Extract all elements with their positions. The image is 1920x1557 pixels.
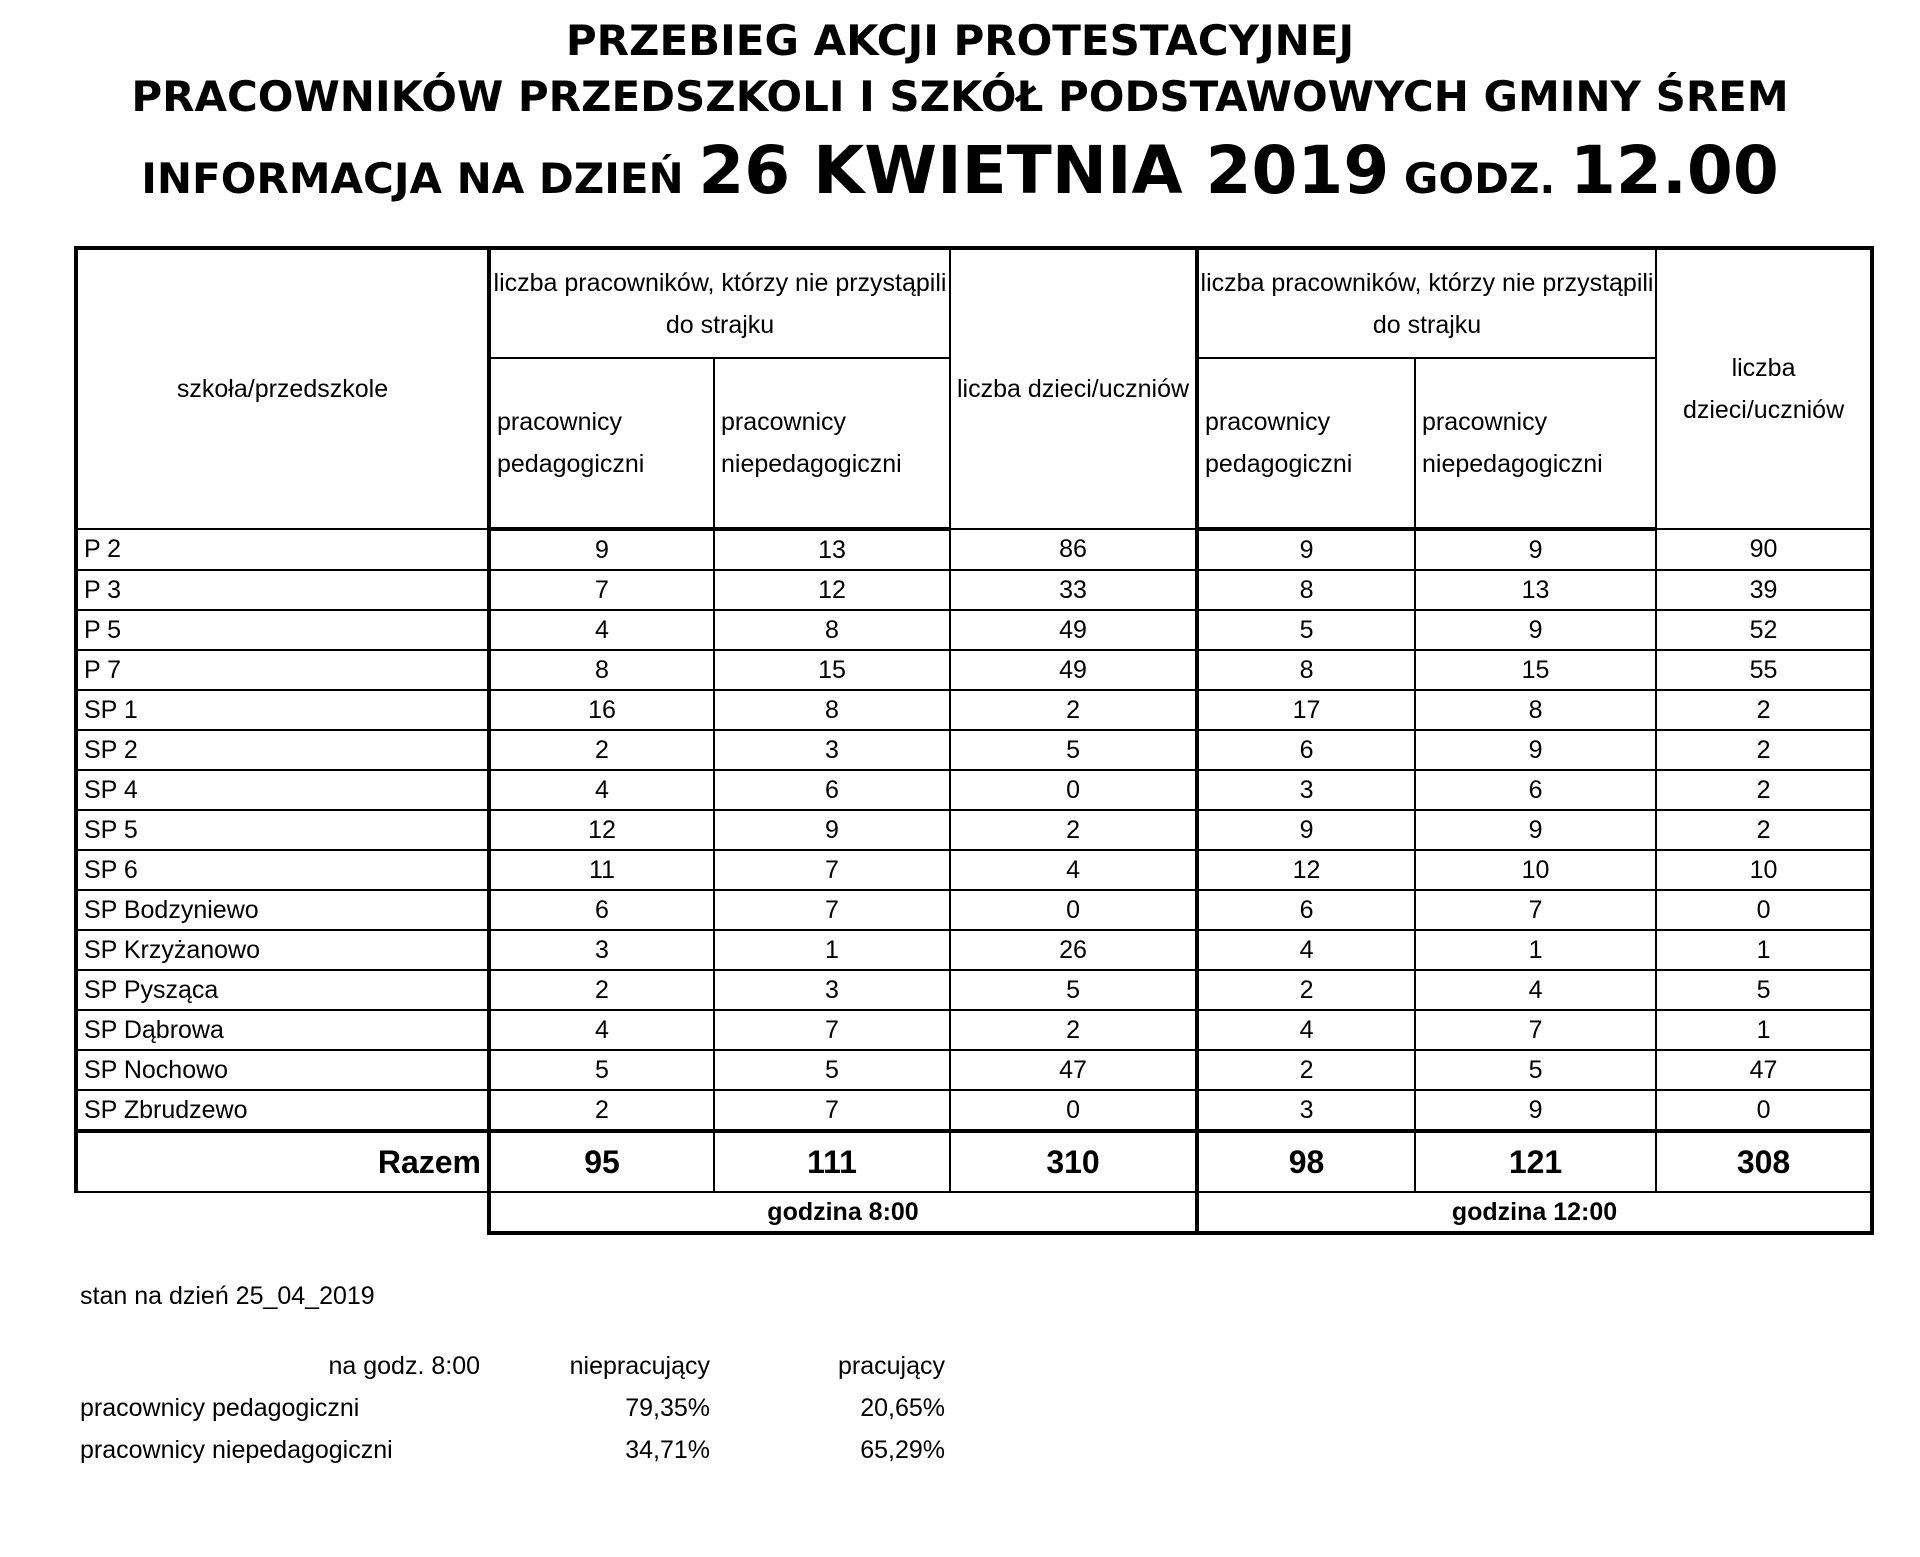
cell-children-12: 5 <box>1656 970 1872 1010</box>
table-row <box>76 850 1872 890</box>
cell-children-12: 2 <box>1656 770 1872 810</box>
cell-nonped-8: 12 <box>714 570 950 610</box>
cell-ped-12: 6 <box>1197 730 1415 770</box>
cell-nonped-12: 7 <box>1415 1010 1656 1050</box>
cell-nonped-12: 9 <box>1415 730 1656 770</box>
table-row <box>76 610 1872 650</box>
total-ped-12: 98 <box>1197 1131 1415 1192</box>
cell-ped-8: 2 <box>489 970 714 1010</box>
cell-children-8: 49 <box>950 610 1197 650</box>
cell-ped-12: 2 <box>1197 970 1415 1010</box>
cell-children-12: 39 <box>1656 570 1872 610</box>
cell-nonped-8: 7 <box>714 850 950 890</box>
total-label: Razem <box>76 1131 489 1192</box>
cell-school-name: SP Pysząca <box>76 970 489 1010</box>
cell-nonped-12: 9 <box>1415 1090 1656 1131</box>
cell-ped-8: 11 <box>489 850 714 890</box>
cell-ped-8: 7 <box>489 570 714 610</box>
table-row <box>76 770 1872 810</box>
cell-children-12: 10 <box>1656 850 1872 890</box>
cell-nonped-12: 15 <box>1415 650 1656 690</box>
cell-nonped-12: 7 <box>1415 890 1656 930</box>
table-row <box>76 730 1872 770</box>
cell-ped-12: 6 <box>1197 890 1415 930</box>
cell-children-12: 1 <box>1656 1010 1872 1050</box>
table-row <box>76 690 1872 730</box>
cell-children-12: 90 <box>1656 529 1872 570</box>
cell-nonped-8: 7 <box>714 1010 950 1050</box>
cell-children-8: 33 <box>950 570 1197 610</box>
cell-ped-8: 5 <box>489 1050 714 1090</box>
table-row <box>76 1050 1872 1090</box>
total-row <box>76 1131 1872 1192</box>
cell-school-name: SP 4 <box>76 770 489 810</box>
cell-ped-12: 5 <box>1197 610 1415 650</box>
title-date: 26 KWIETNIA 2019 <box>698 132 1390 209</box>
cell-nonped-12: 5 <box>1415 1050 1656 1090</box>
cell-ped-8: 2 <box>489 730 714 770</box>
cell-school-name: SP 1 <box>76 690 489 730</box>
cell-ped-12: 8 <box>1197 570 1415 610</box>
cell-nonped-8: 13 <box>714 529 950 570</box>
header-group-12: liczba pracowników, którzy nie przystąpili do strajku <box>1197 248 1656 358</box>
cell-children-12: 1 <box>1656 930 1872 970</box>
hour-footer-row <box>76 1192 1872 1233</box>
title-line-3 <box>0 132 1920 209</box>
header-ped-8: pracownicy pedagogiczni <box>489 358 714 529</box>
cell-nonped-12: 6 <box>1415 770 1656 810</box>
cell-children-8: 0 <box>950 890 1197 930</box>
cell-children-12: 47 <box>1656 1050 1872 1090</box>
cell-school-name: SP 5 <box>76 810 489 850</box>
hour-label: godzina 8:00 <box>489 1192 1197 1233</box>
cell-children-8: 2 <box>950 1010 1197 1050</box>
header-nonped-8: pracownicy niepedagogiczni <box>714 358 950 529</box>
summary-header-hour: na godz. 8:00 <box>328 1351 480 1380</box>
hour-label: godzina 12:00 <box>1197 1192 1872 1233</box>
cell-children-8: 2 <box>950 690 1197 730</box>
header-nonped-12: pracownicy niepedagogiczni <box>1415 358 1656 529</box>
cell-ped-8: 9 <box>489 529 714 570</box>
table-row <box>76 650 1872 690</box>
cell-ped-12: 2 <box>1197 1050 1415 1090</box>
cell-children-8: 47 <box>950 1050 1197 1090</box>
cell-children-8: 4 <box>950 850 1197 890</box>
strike-table <box>74 246 1874 1235</box>
cell-nonped-8: 8 <box>714 690 950 730</box>
cell-ped-12: 9 <box>1197 810 1415 850</box>
total-children-12: 308 <box>1656 1131 1872 1192</box>
cell-nonped-8: 5 <box>714 1050 950 1090</box>
cell-children-8: 26 <box>950 930 1197 970</box>
summary-header-working: pracujący <box>838 1351 945 1380</box>
title-line-1: PRZEBIEG AKCJI PROTESTACYJNEJ <box>565 16 1355 65</box>
total-children-8: 310 <box>950 1131 1197 1192</box>
header-school: szkoła/przedszkole <box>76 248 489 529</box>
cell-ped-12: 8 <box>1197 650 1415 690</box>
table-row <box>76 529 1872 570</box>
cell-children-12: 52 <box>1656 610 1872 650</box>
cell-school-name: SP 2 <box>76 730 489 770</box>
table-row <box>76 930 1872 970</box>
header-children-12: liczba dzieci/uczniów <box>1656 248 1872 529</box>
table-row <box>76 970 1872 1010</box>
cell-nonped-8: 9 <box>714 810 950 850</box>
cell-nonped-12: 1 <box>1415 930 1656 970</box>
cell-ped-12: 4 <box>1197 930 1415 970</box>
table-row <box>76 570 1872 610</box>
cell-children-8: 0 <box>950 770 1197 810</box>
cell-children-8: 2 <box>950 810 1197 850</box>
cell-nonped-8: 8 <box>714 610 950 650</box>
cell-nonped-12: 9 <box>1415 610 1656 650</box>
header-group-8: liczba pracowników, którzy nie przystąpili do strajku <box>489 248 950 358</box>
summary-row-value: 20,65% <box>860 1393 945 1422</box>
cell-ped-12: 3 <box>1197 1090 1415 1131</box>
cell-children-12: 2 <box>1656 730 1872 770</box>
header-ped-12: pracownicy pedagogiczni <box>1197 358 1415 529</box>
title-time-prefix: GODZ. <box>1403 154 1556 203</box>
cell-nonped-12: 13 <box>1415 570 1656 610</box>
cell-ped-8: 6 <box>489 890 714 930</box>
cell-ped-8: 12 <box>489 810 714 850</box>
total-ped-8: 95 <box>489 1131 714 1192</box>
cell-children-12: 0 <box>1656 890 1872 930</box>
cell-nonped-8: 1 <box>714 930 950 970</box>
summary-row-value: 34,71% <box>625 1435 710 1464</box>
cell-ped-12: 4 <box>1197 1010 1415 1050</box>
cell-school-name: SP Zbrudzewo <box>76 1090 489 1131</box>
cell-children-8: 49 <box>950 650 1197 690</box>
cell-nonped-12: 4 <box>1415 970 1656 1010</box>
cell-nonped-12: 9 <box>1415 810 1656 850</box>
cell-ped-8: 4 <box>489 770 714 810</box>
table-row <box>76 1010 1872 1050</box>
cell-ped-12: 3 <box>1197 770 1415 810</box>
cell-children-12: 2 <box>1656 690 1872 730</box>
cell-children-8: 5 <box>950 730 1197 770</box>
cell-ped-8: 4 <box>489 1010 714 1050</box>
cell-school-name: SP 6 <box>76 850 489 890</box>
total-nonped-12: 121 <box>1415 1131 1656 1192</box>
table-row <box>76 890 1872 930</box>
summary-header-notworking: niepracujący <box>569 1351 710 1380</box>
summary-table <box>80 1345 945 1471</box>
cell-nonped-8: 7 <box>714 1090 950 1131</box>
cell-children-8: 0 <box>950 1090 1197 1131</box>
cell-ped-12: 9 <box>1197 529 1415 570</box>
cell-children-12: 2 <box>1656 810 1872 850</box>
cell-children-12: 0 <box>1656 1090 1872 1131</box>
cell-ped-12: 12 <box>1197 850 1415 890</box>
cell-ped-8: 16 <box>489 690 714 730</box>
cell-school-name: P 7 <box>76 650 489 690</box>
summary-row-value: 65,29% <box>860 1435 945 1464</box>
cell-nonped-12: 10 <box>1415 850 1656 890</box>
cell-school-name: SP Dąbrowa <box>76 1010 489 1050</box>
cell-school-name: SP Krzyżanowo <box>76 930 489 970</box>
cell-nonped-12: 9 <box>1415 529 1656 570</box>
cell-school-name: SP Nochowo <box>76 1050 489 1090</box>
cell-children-8: 86 <box>950 529 1197 570</box>
status-date-note: stan na dzień 25_04_2019 <box>80 1282 375 1310</box>
table-row <box>76 1090 1872 1131</box>
cell-nonped-8: 3 <box>714 730 950 770</box>
total-nonped-8: 111 <box>714 1131 950 1192</box>
cell-ped-8: 2 <box>489 1090 714 1131</box>
cell-ped-8: 3 <box>489 930 714 970</box>
cell-nonped-8: 15 <box>714 650 950 690</box>
cell-ped-12: 17 <box>1197 690 1415 730</box>
cell-nonped-12: 8 <box>1415 690 1656 730</box>
title-line-2: PRACOWNIKÓW PRZEDSZKOLI I SZKÓŁ PODSTAWOWYCH GMINY ŚREM <box>131 72 1789 121</box>
cell-nonped-8: 3 <box>714 970 950 1010</box>
footer-spacer <box>76 1192 489 1233</box>
title-time: 12.00 <box>1570 132 1779 209</box>
cell-ped-8: 4 <box>489 610 714 650</box>
cell-children-8: 5 <box>950 970 1197 1010</box>
cell-school-name: P 2 <box>76 529 489 570</box>
table-row <box>76 810 1872 850</box>
summary-row-label: pracownicy niepedagogiczni <box>80 1435 393 1464</box>
cell-nonped-8: 6 <box>714 770 950 810</box>
cell-school-name: P 3 <box>76 570 489 610</box>
cell-school-name: P 5 <box>76 610 489 650</box>
summary-row-value: 79,35% <box>625 1393 710 1422</box>
title-prefix: INFORMACJA NA DZIEŃ <box>141 154 684 203</box>
summary-row-label: pracownicy pedagogiczni <box>80 1393 360 1422</box>
cell-school-name: SP Bodzyniewo <box>76 890 489 930</box>
header-children-8: liczba dzieci/uczniów <box>950 248 1197 529</box>
cell-nonped-8: 7 <box>714 890 950 930</box>
cell-ped-8: 8 <box>489 650 714 690</box>
cell-children-12: 55 <box>1656 650 1872 690</box>
